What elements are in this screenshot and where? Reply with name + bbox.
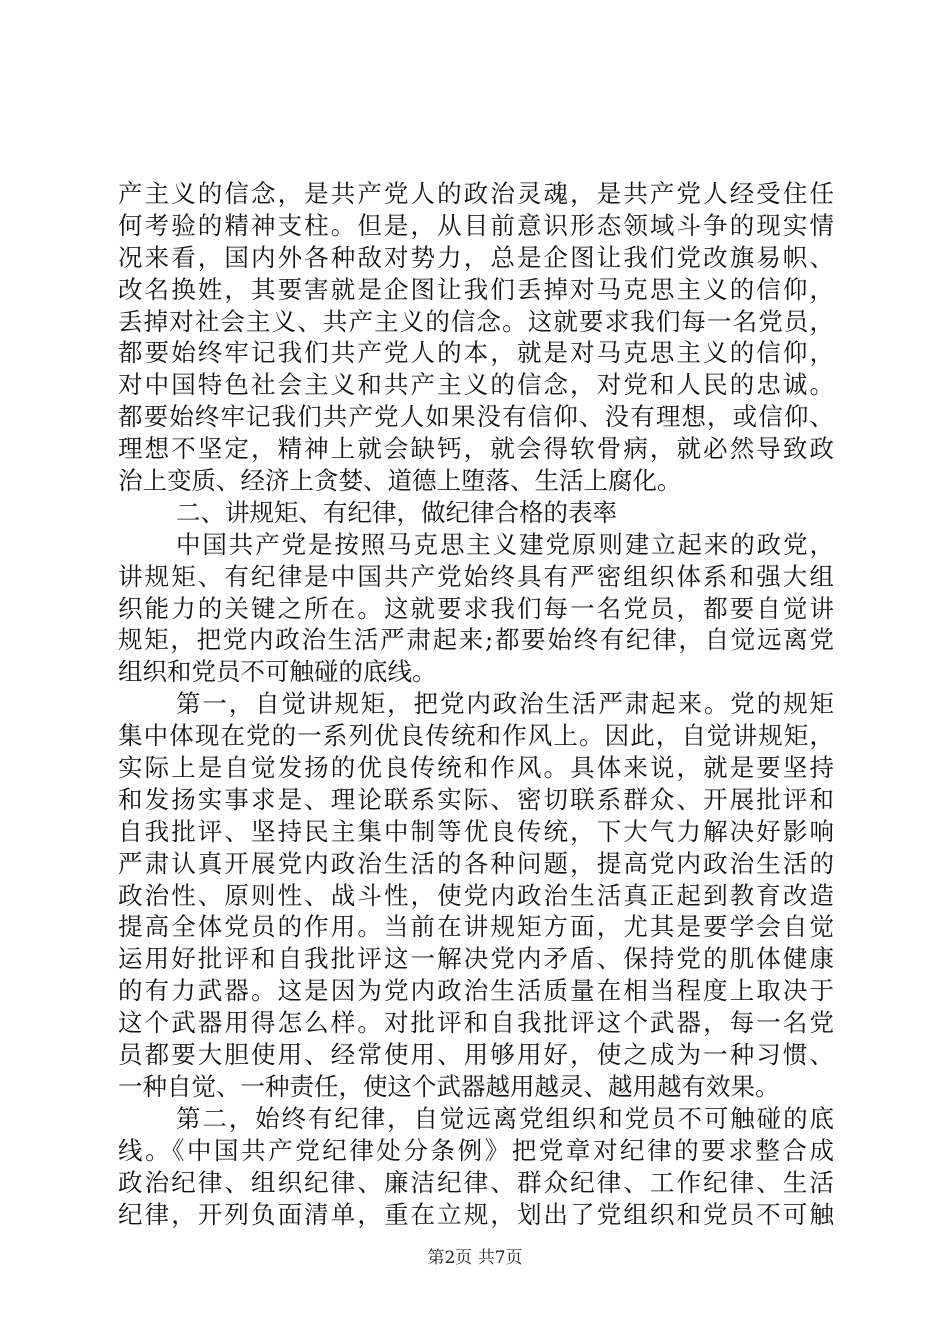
text-line: 理想不坚定，精神上就会缺钙，就会得软骨病，就必然导致政 [118,434,834,464]
text-line: 的有力武器。这是因为党内政治生活质量在相当程度上取决于 [118,976,834,1006]
section-heading: 二、讲规矩、有纪律，做纪律合格的表率 [176,497,617,527]
text-line: 第一，自觉讲规矩，把党内政治生活严肃起来。党的规矩 [176,689,834,719]
text-line: 线。《中国共产党纪律处分条例》把党章对纪律的要求整合成 [118,1135,834,1165]
text-line: 对中国特色社会主义和共产主义的信念，对党和人民的忠诚。 [118,370,834,400]
text-line: 提高全体党员的作用。当前在讲规矩方面，尤其是要学会自觉 [118,912,834,942]
text-line: 实际上是自觉发扬的优良传统和作风。具体来说，就是要坚持 [118,753,834,783]
text-line: 都要始终牢记我们共产党人如果没有信仰、没有理想，或信仰、 [118,402,834,432]
page-number-footer: 第2页 共7页 [427,1248,523,1268]
document-body [118,178,834,1230]
text-line: 组织和党员不可触碰的底线。 [118,657,437,687]
text-line: 丢掉对社会主义、共产主义的信念。这就要求我们每一名党员， [118,306,834,336]
text-line: 运用好批评和自我批评这一解决党内矛盾、保持党的肌体健康 [118,944,834,974]
text-line: 第二，始终有纪律，自觉远离党组织和党员不可触碰的底 [176,1103,834,1133]
text-line: 自我批评、坚持民主集中制等优良传统，下大气力解决好影响 [118,816,834,846]
text-line: 严肃认真开展党内政治生活的各种问题，提高党内政治生活的 [118,848,834,878]
text-line: 政治性、原则性、战斗性，使党内政治生活真正起到教育改造 [118,880,834,910]
text-line: 政治纪律、组织纪律、廉洁纪律、群众纪律、工作纪律、生活 [118,1167,834,1197]
text-line: 一种自觉、一种责任，使这个武器越用越灵、越用越有效果。 [118,1071,780,1101]
text-line: 讲规矩、有纪律是中国共产党始终具有严密组织体系和强大组 [118,561,834,591]
text-line: 况来看，国内外各种敌对势力，总是企图让我们党改旗易帜、 [118,242,834,272]
text-line: 纪律，开列负面清单，重在立规，划出了党组织和党员不可触 [118,1199,834,1229]
text-line: 何考验的精神支柱。但是，从目前意识形态领域斗争的现实情 [118,210,834,240]
text-line: 和发扬实事求是、理论联系实际、密切联系群众、开展批评和 [118,784,834,814]
text-line: 员都要大胆使用、经常使用、用够用好，使之成为一种习惯、 [118,1040,834,1070]
text-line: 都要始终牢记我们共产党人的本，就是对马克思主义的信仰， [118,338,834,368]
text-line: 改名换姓，其要害就是企图让我们丢掉对马克思主义的信仰， [118,274,834,304]
text-line: 规矩，把党内政治生活严肃起来;都要始终有纪律，自觉远离党 [118,625,834,655]
text-line: 这个武器用得怎么样。对批评和自我批评这个武器，每一名党 [118,1008,834,1038]
text-line: 织能力的关键之所在。这就要求我们每一名党员，都要自觉讲 [118,593,834,623]
text-line: 中国共产党是按照马克思主义建党原则建立起来的政党， [176,529,834,559]
text-line: 产主义的信念，是共产党人的政治灵魂，是共产党人经受住任 [118,179,834,208]
text-line: 治上变质、经济上贪婪、道德上堕落、生活上腐化。 [118,466,682,496]
text-line: 集中体现在党的一系列优良传统和作风上。因此，自觉讲规矩， [118,721,834,751]
